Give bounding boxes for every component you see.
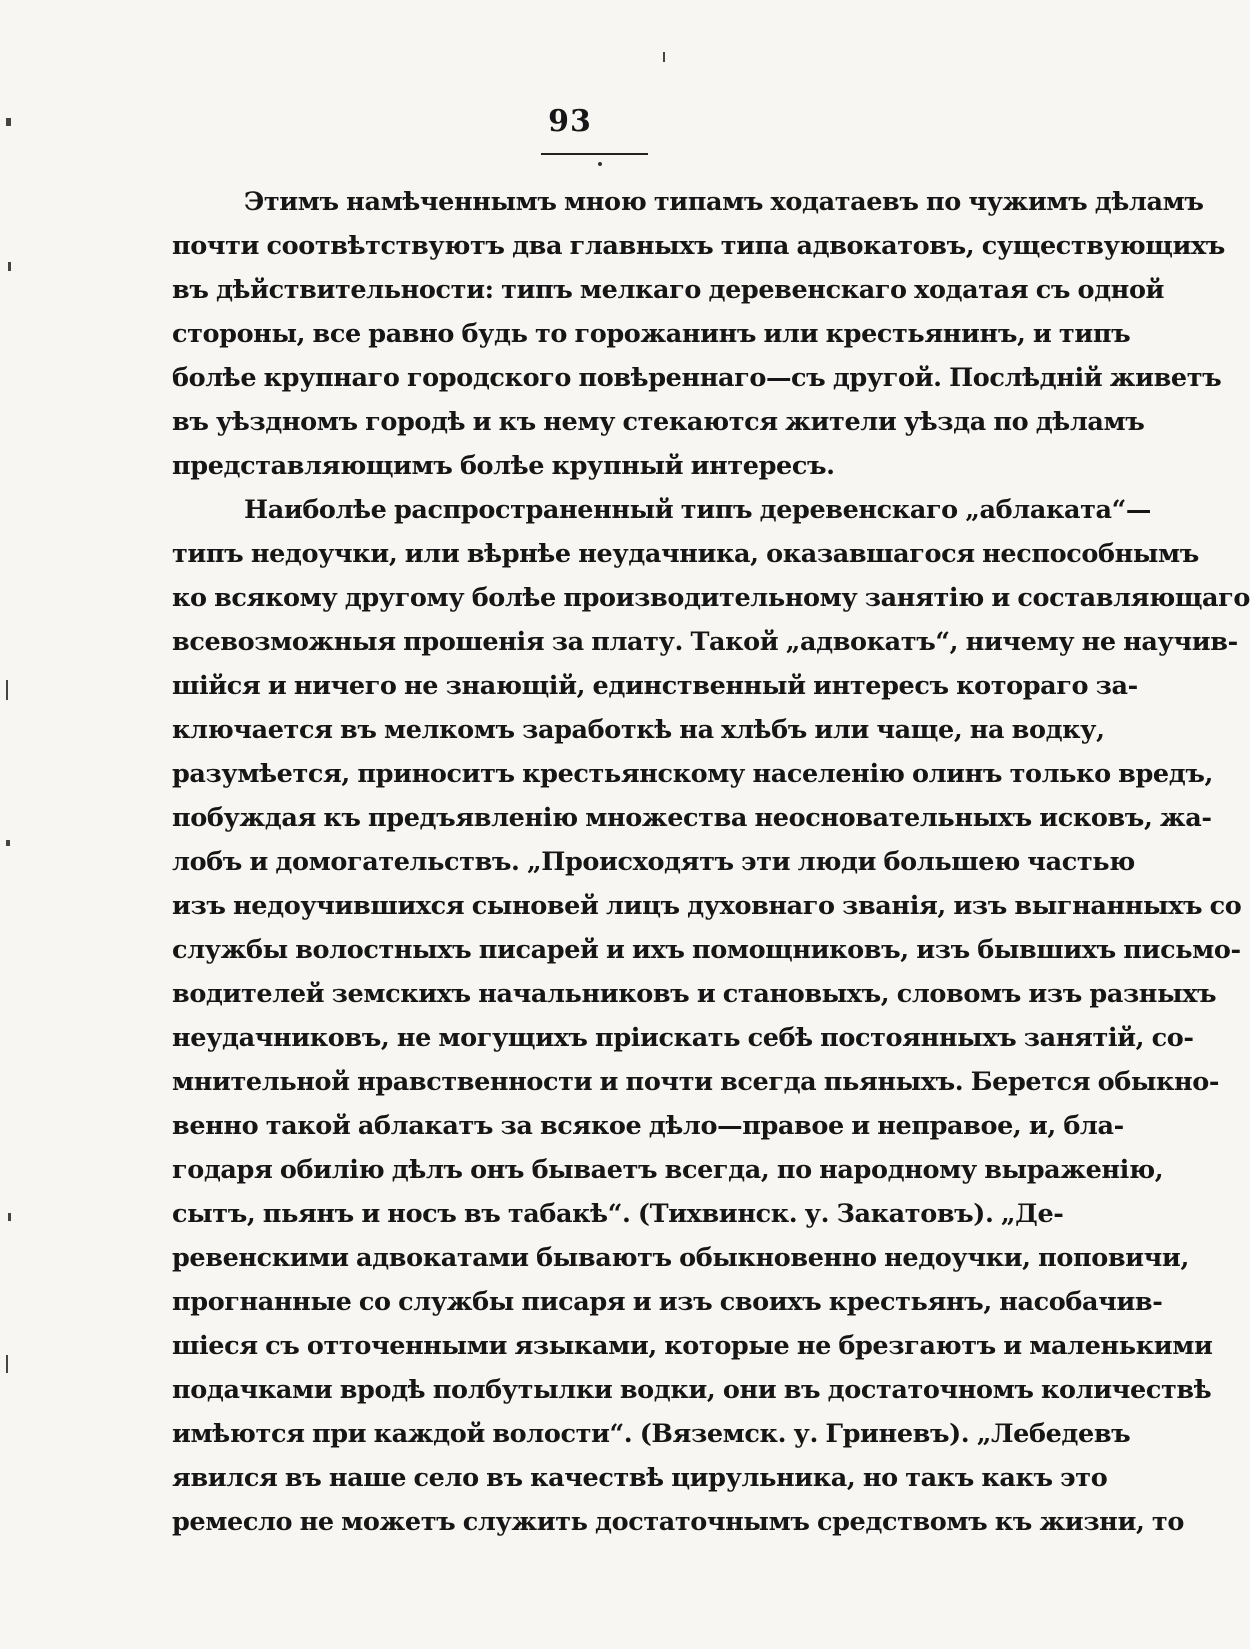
text-line: побуждая къ предъявленію множества неосновательныхъ исковъ, жа-	[172, 803, 1212, 833]
text-line: ко всякому другому болѣе производительному занятію и составляющаго	[172, 583, 1250, 613]
paragraph-2	[172, 488, 1250, 1544]
text-line: болѣе крупнаго городского повѣреннаго—съ другой. Послѣдній живетъ	[172, 363, 1222, 393]
text-line: годаря обилію дѣлъ онъ бываетъ всегда, по народному выраженію,	[172, 1155, 1164, 1185]
text-line: подачками вродѣ полбутылки водки, они въ достаточномъ количествѣ	[172, 1375, 1212, 1405]
text-line: сытъ, пьянъ и носъ въ табакѣ“. (Тихвинск. у. Закатовъ). „Де-	[172, 1199, 1064, 1229]
margin-speck	[6, 1355, 8, 1373]
page-number-rule	[541, 153, 648, 155]
text-line: явился въ наше село въ качествѣ цирульника, но такъ какъ это	[172, 1463, 1108, 1493]
page-number: 93	[548, 104, 592, 139]
text-line: лобъ и домогательствъ. „Происходятъ эти люди большею частью	[172, 847, 1135, 877]
margin-speck	[6, 840, 10, 846]
text-line: шійся и ничего не знающій, единственный интересъ котораго за-	[172, 671, 1138, 701]
margin-speck	[6, 118, 11, 126]
text-line: представляющимъ болѣе крупный интересъ.	[172, 451, 835, 481]
text-line: водителей земскихъ начальниковъ и становыхъ, словомъ изъ разныхъ	[172, 979, 1217, 1009]
text-line: службы волостныхъ писарей и ихъ помощниковъ, изъ бывшихъ письмо-	[172, 935, 1241, 965]
text-line: въ дѣйствительности: типъ мелкаго деревенскаго ходатая съ одной	[172, 275, 1165, 305]
text-line: стороны, все равно будь то горожанинъ или крестьянинъ, и типъ	[172, 319, 1131, 349]
text-line: ревенскими адвокатами бываютъ обыкновенно недоучки, поповичи,	[172, 1243, 1189, 1273]
paragraph-1	[172, 180, 1225, 488]
text-line: шіеся съ отточенными языками, которые не брезгаютъ и маленькими	[172, 1331, 1213, 1361]
text-line: неудачниковъ, не могущихъ пріискать себѣ постоянныхъ занятій, со-	[172, 1023, 1194, 1053]
margin-speck	[6, 680, 8, 700]
text-line: венно такой аблакатъ за всякое дѣло—правое и неправое, и, бла-	[172, 1111, 1124, 1141]
text-line: разумѣется, приноситъ крестьянскому населенію олинъ только вредъ,	[172, 759, 1213, 789]
text-line: почти соотвѣтствуютъ два главныхъ типа адвокатовъ, существующихъ	[172, 231, 1225, 261]
text-line: мнительной нравственности и почти всегда пьяныхъ. Берется обыкно-	[172, 1067, 1220, 1097]
text-line: изъ недоучившихся сыновей лицъ духовнаго званія, изъ выгнанныхъ со	[172, 891, 1242, 921]
margin-speck	[663, 52, 665, 62]
text-line: имѣются при каждой волости“. (Вяземск. у. Гриневъ). „Лебедевъ	[172, 1419, 1131, 1449]
text-line: Этимъ намѣченнымъ мною типамъ ходатаевъ по чужимъ дѣламъ	[244, 187, 1204, 217]
text-line: Наиболѣе распространенный типъ деревенскаго „аблаката“—	[244, 495, 1151, 525]
body-text	[172, 180, 1250, 1544]
text-line: въ уѣздномъ городѣ и къ нему стекаются жители уѣзда по дѣламъ	[172, 407, 1145, 437]
text-line: ремесло не можетъ служить достаточнымъ средствомъ къ жизни, то	[172, 1507, 1184, 1537]
margin-speck	[8, 1213, 11, 1221]
text-line: прогнанные со службы писаря и изъ своихъ крестьянъ, насобачив-	[172, 1287, 1163, 1317]
text-line: типъ недоучки, или вѣрнѣе неудачника, оказавшагося неспособнымъ	[172, 539, 1199, 569]
rule-dot	[598, 162, 602, 166]
text-line: всевозможныя прошенія за плату. Такой „адвокатъ“, ничему не научив-	[172, 627, 1238, 657]
text-line: ключается въ мелкомъ заработкѣ на хлѣбъ или чаще, на водку,	[172, 715, 1105, 745]
margin-speck	[8, 262, 11, 271]
